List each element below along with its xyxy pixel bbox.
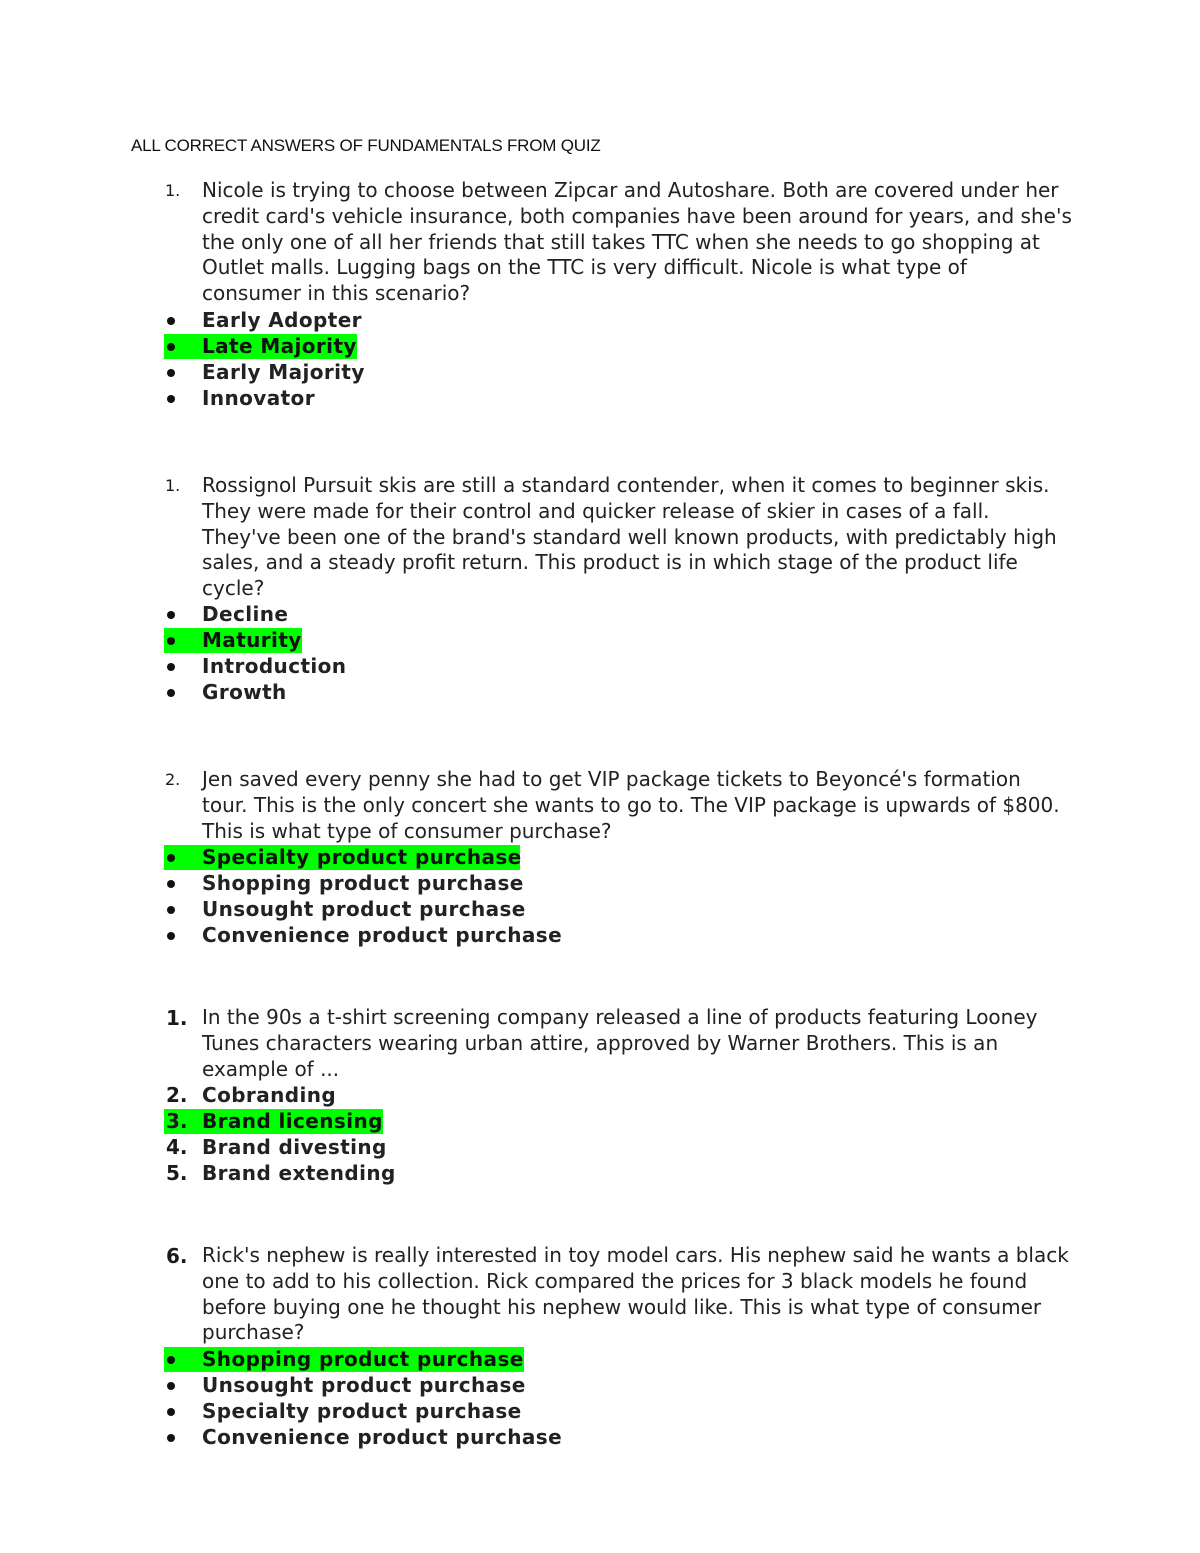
page-title: ALL CORRECT ANSWERS OF FUNDAMENTALS FROM QUIZ: [131, 136, 601, 155]
option-label: Introduction: [202, 654, 347, 678]
option-label: Maturity: [202, 628, 302, 652]
bullet-icon: [167, 395, 175, 403]
bullet-icon: [167, 1434, 175, 1442]
bullet-icon: [167, 932, 175, 940]
option-label: Convenience product purchase: [202, 1425, 563, 1449]
option-item: [0, 870, 1200, 896]
option-label: Early Majority: [202, 360, 365, 384]
option-label: Shopping product purchase: [202, 1347, 524, 1371]
option-item-correct: [0, 844, 1200, 870]
option-label: Unsought product purchase: [202, 1373, 526, 1397]
option-item: [0, 896, 1200, 922]
option-item: [0, 601, 1200, 627]
bullet-icon: [167, 343, 175, 351]
option-item: [0, 922, 1200, 948]
option-item: [0, 653, 1200, 679]
question-row: [0, 473, 1200, 601]
option-item: [0, 359, 1200, 385]
option-item: [0, 385, 1200, 411]
option-number: 5.: [166, 1161, 188, 1185]
option-label: Convenience product purchase: [202, 923, 563, 947]
question-row: [0, 1243, 1200, 1345]
bullet-icon: [167, 663, 175, 671]
bullet-icon: [167, 369, 175, 377]
question-number: 1.: [165, 181, 181, 200]
question-block: [0, 767, 1200, 843]
bullet-icon: [167, 637, 175, 645]
question-row: [0, 767, 1200, 843]
bullet-icon: [167, 1408, 175, 1416]
option-item: [0, 1424, 1200, 1450]
option-item-correct: [0, 1346, 1200, 1372]
bullet-icon: [167, 1356, 175, 1364]
option-label: Specialty product purchase: [202, 1399, 522, 1423]
bullet-icon: [167, 880, 175, 888]
options-list: [0, 1082, 1200, 1186]
option-label: Cobranding: [202, 1083, 337, 1107]
option-label: Specialty product purchase: [202, 845, 522, 869]
option-item: [0, 1398, 1200, 1424]
question-block: [0, 178, 1200, 306]
options-list: [0, 1346, 1200, 1450]
question-number: 2.: [165, 770, 181, 789]
bullet-icon: [167, 611, 175, 619]
option-label: Shopping product purchase: [202, 871, 524, 895]
option-label: Late Majority: [202, 334, 357, 358]
option-label: Decline: [202, 602, 289, 626]
option-item-correct: [0, 333, 1200, 359]
options-list: [0, 601, 1200, 705]
question-block: [0, 1243, 1200, 1345]
option-item: [0, 307, 1200, 333]
bullet-icon: [167, 1382, 175, 1390]
option-label: Brand licensing: [202, 1109, 383, 1133]
bullet-icon: [167, 689, 175, 697]
question-block: [0, 1005, 1200, 1081]
question-number: 1.: [166, 1006, 188, 1030]
question-text: Nicole is trying to choose between Zipcar and Autoshare. Both are covered under her credit card's vehicle insurance, both companies have been around for years, and she's the only one of all her friends that still takes TTC when she needs to go shopping at Outlet malls. Lugging bags on the TTC is very difficult. Nicole is what type of consumer in this scenario?: [202, 178, 1072, 306]
question-block: [0, 473, 1200, 601]
option-item: [0, 679, 1200, 705]
option-item-correct: [0, 1108, 1200, 1134]
option-item: [0, 1372, 1200, 1398]
option-label: Innovator: [202, 386, 315, 410]
option-number: 2.: [166, 1083, 188, 1107]
options-list: [0, 844, 1200, 948]
option-item: [0, 1160, 1200, 1186]
question-text: In the 90s a t-shirt screening company released a line of products featuring Looney Tunes characters wearing urban attire, approved by Warner Brothers. This is an example of ...: [202, 1005, 1038, 1081]
option-item: [0, 1082, 1200, 1108]
option-item: [0, 1134, 1200, 1160]
option-number: 4.: [166, 1135, 188, 1159]
bullet-icon: [167, 317, 175, 325]
option-label: Unsought product purchase: [202, 897, 526, 921]
option-label: Brand divesting: [202, 1135, 387, 1159]
option-label: Brand extending: [202, 1161, 396, 1185]
question-row: [0, 1005, 1200, 1081]
question-text: Rossignol Pursuit skis are still a standard contender, when it comes to beginner skis. They were made for their control and quicker release of skier in cases of a fall. They've been one of the brand's standard well known products, with predictably high sales, and a steady profit return. This product is in which stage of the product life cycle?: [202, 473, 1057, 601]
question-text: Rick's nephew is really interested in toy model cars. His nephew said he wants a black one to add to his collection. Rick compared the prices for 3 black models he found before buying one he thought his nephew would like. This is what type of consumer purchase?: [202, 1243, 1069, 1345]
bullet-icon: [167, 906, 175, 914]
option-item-correct: [0, 627, 1200, 653]
question-number: 1.: [165, 476, 181, 495]
question-row: [0, 178, 1200, 306]
question-text: Jen saved every penny she had to get VIP package tickets to Beyoncé's formation tour. This is the only concert she wants to go to. The VIP package is upwards of $800. This is what type of consumer purchase?: [202, 767, 1060, 843]
option-number: 3.: [166, 1109, 188, 1133]
options-list: [0, 307, 1200, 411]
bullet-icon: [167, 854, 175, 862]
question-number: 6.: [166, 1244, 188, 1268]
option-label: Growth: [202, 680, 287, 704]
option-label: Early Adopter: [202, 308, 362, 332]
